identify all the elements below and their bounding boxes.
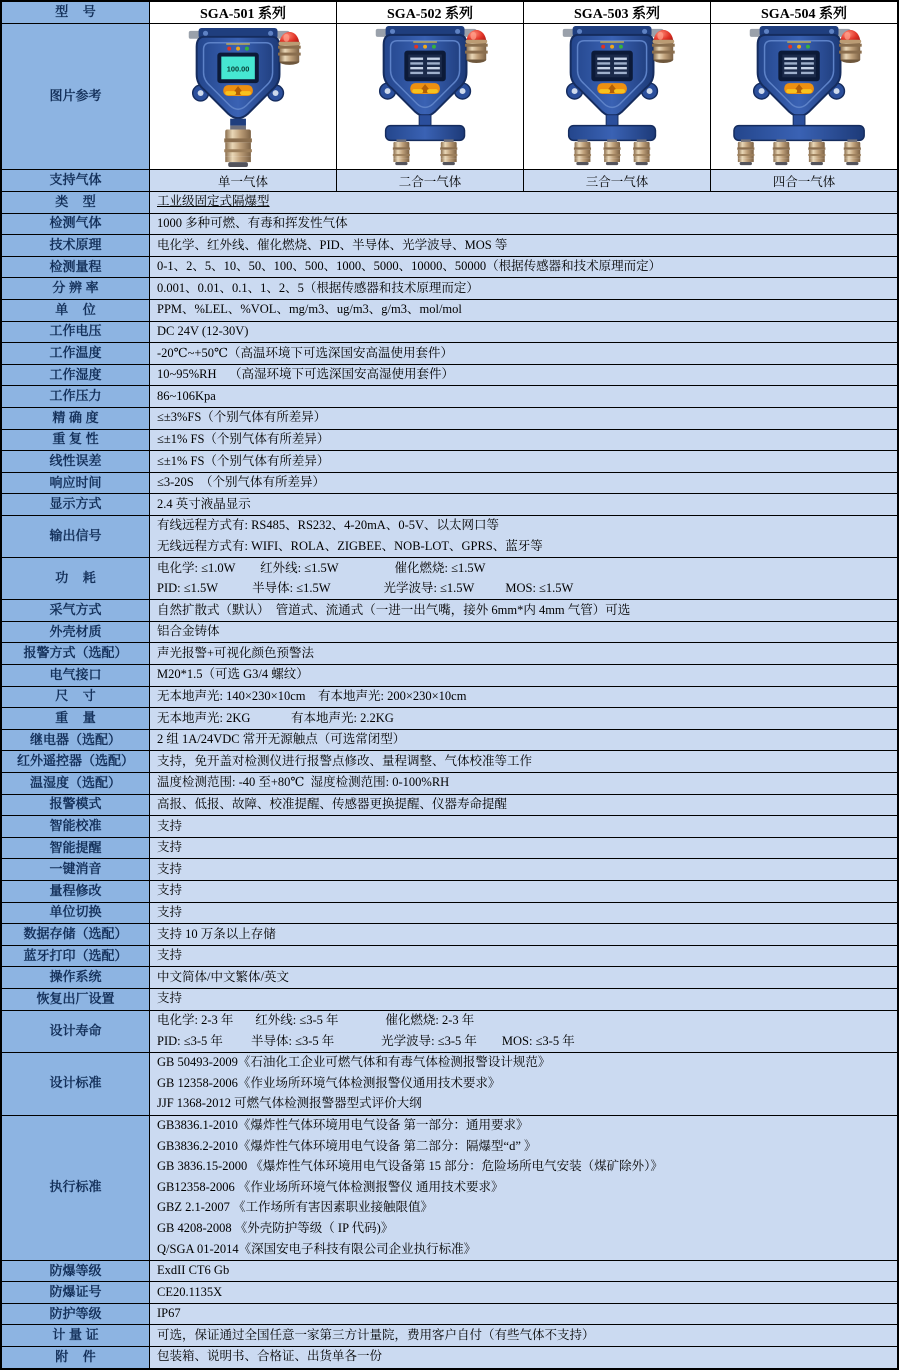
spec-label: 分 辨 率 xyxy=(2,278,150,299)
spec-value xyxy=(150,300,897,321)
spec-value xyxy=(150,278,897,299)
spec-row xyxy=(2,989,897,1011)
spec-row xyxy=(2,343,897,365)
spec-row xyxy=(2,1261,897,1283)
spec-row xyxy=(2,795,897,817)
spec-value xyxy=(150,235,897,256)
spec-value-line: 支持，免开盖对检测仪进行报警点修改、量程调整、气体校准等工作 xyxy=(157,753,533,768)
spec-value xyxy=(150,386,897,407)
spec-row xyxy=(2,494,897,516)
spec-row xyxy=(2,257,897,279)
gas-cell-single: 单一气体 xyxy=(150,170,337,191)
spec-value-line: 温度检测范围: -40 至+80℃ 湿度检测范围: 0-100%RH xyxy=(157,775,450,790)
spec-value-line: GB 12358-2006《作业场所环境气体检测报警仪通用技术要求》 xyxy=(157,1075,501,1090)
spec-row xyxy=(2,967,897,989)
spec-value-line: PPM、%LEL、%VOL、mg/m3、ug/m3、g/m3、mol/mol xyxy=(157,302,462,317)
spec-label: 工作压力 xyxy=(2,386,150,407)
spec-label: 技术原理 xyxy=(2,235,150,256)
model-header-sga-504: SGA-504 系列 xyxy=(711,2,897,23)
spec-label: 智能校准 xyxy=(2,816,150,837)
table-header-row xyxy=(2,2,897,24)
spec-value-line: ≤±1% FS（个别气体有所差异） xyxy=(157,431,330,446)
spec-value-line: 电化学、红外线、催化燃烧、PID、半导体、光学波导、MOS 等 xyxy=(157,237,508,252)
gas-cell-3in1: 三合一气体 xyxy=(524,170,711,191)
spec-row xyxy=(2,1347,897,1368)
header-label-model: 型 号 xyxy=(2,2,150,23)
spec-row xyxy=(2,600,897,622)
spec-value xyxy=(150,558,897,599)
spec-label: 精 确 度 xyxy=(2,408,150,429)
spec-label: 恢复出厂设置 xyxy=(2,989,150,1010)
product-cell-sga-503 xyxy=(524,24,711,169)
spec-label: 检测气体 xyxy=(2,214,150,235)
spec-value-line: ≤3-20S （个别气体有所差异） xyxy=(157,475,325,490)
gas-row-label: 支持气体 xyxy=(2,170,150,191)
spec-value xyxy=(150,622,897,643)
spec-label: 线性误差 xyxy=(2,451,150,472)
spec-label: 量程修改 xyxy=(2,881,150,902)
spec-label: 类 型 xyxy=(2,192,150,213)
spec-label: 输出信号 xyxy=(2,516,150,557)
spec-label: 尺 寸 xyxy=(2,687,150,708)
spec-value-line: Q/SGA 01-2014《深国安电子科技有限公司企业执行标准》 xyxy=(157,1241,477,1256)
gas-cell-4in1: 四合一气体 xyxy=(711,170,897,191)
spec-value xyxy=(150,643,897,664)
spec-value-line: IP67 xyxy=(157,1306,181,1321)
device-image-sga-503 xyxy=(524,24,710,168)
spec-label: 检测量程 xyxy=(2,257,150,278)
spec-value-line: 支持 xyxy=(157,818,183,833)
spec-value-line: 高报、低报、故障、校准提醒、传感器更换提醒、仪器寿命提醒 xyxy=(157,797,508,812)
spec-label: 单位切换 xyxy=(2,903,150,924)
spec-row xyxy=(2,1053,897,1116)
spec-value xyxy=(150,192,897,213)
spec-value xyxy=(150,516,897,557)
spec-value xyxy=(150,257,897,278)
spec-label: 操作系统 xyxy=(2,967,150,988)
spec-value xyxy=(150,1282,897,1303)
spec-value-line: DC 24V (12-30V) xyxy=(157,323,249,338)
spec-row xyxy=(2,192,897,214)
spec-value xyxy=(150,859,897,880)
supported-gas-row xyxy=(2,170,897,192)
spec-row xyxy=(2,1116,897,1261)
spec-row xyxy=(2,278,897,300)
spec-value-line: 自然扩散式（默认） 管道式、流通式（一进一出气嘴，接外 6mm*内 4mm 气管）可选 xyxy=(157,602,631,617)
spec-value xyxy=(150,773,897,794)
spec-row xyxy=(2,1325,897,1347)
spec-value xyxy=(150,1304,897,1325)
spec-value xyxy=(150,494,897,515)
spec-value xyxy=(150,1261,897,1282)
spec-value-line: JJF 1368-2012 可燃气体检测报警器型式评价大纲 xyxy=(157,1096,422,1111)
device-screen-reading: 100.00 xyxy=(226,64,250,74)
spec-value-line: 声光报警+可视化颜色预警法 xyxy=(157,645,315,660)
spec-value-line: ≤±3%FS（个别气体有所差异） xyxy=(157,410,327,425)
spec-row xyxy=(2,451,897,473)
spec-value-line: 无本地声光: 140×230×10cm 有本地声光: 200×230×10cm xyxy=(157,689,467,704)
spec-value-line: 2.4 英寸液晶显示 xyxy=(157,496,251,511)
spec-value xyxy=(150,600,897,621)
spec-label: 红外遥控器（选配） xyxy=(2,751,150,772)
spec-row xyxy=(2,1282,897,1304)
spec-value xyxy=(150,430,897,451)
spec-label: 工作湿度 xyxy=(2,365,150,386)
spec-row xyxy=(2,924,897,946)
device-image-sga-502 xyxy=(337,24,523,168)
model-header-sga-503: SGA-503 系列 xyxy=(524,2,711,23)
spec-value-line: 无本地声光: 2KG 有本地声光: 2.2KG xyxy=(157,710,394,725)
spec-row xyxy=(2,473,897,495)
spec-label: 计 量 证 xyxy=(2,1325,150,1346)
spec-row xyxy=(2,365,897,387)
spec-value-line: 可选，保证通过全国任意一家第三方计量院，费用客户自付（有些气体不支持） xyxy=(157,1327,595,1342)
spec-value-line: M20*1.5（可选 G3/4 螺纹） xyxy=(157,667,309,682)
spec-row xyxy=(2,838,897,860)
spec-value-line: GB12358-2006 《作业场所环境气体检测报警仪 通用技术要求》 xyxy=(157,1179,504,1194)
spec-value-line: 2 组 1A/24VDC 常开无源触点（可选常闭型） xyxy=(157,732,406,747)
image-reference-row xyxy=(2,24,897,170)
spec-value-line: 包装箱、说明书、合格证、出货单各一份 xyxy=(157,1349,383,1364)
spec-rows xyxy=(2,192,897,1368)
spec-value xyxy=(150,1053,897,1115)
spec-row xyxy=(2,408,897,430)
spec-row xyxy=(2,430,897,452)
spec-value-line: 86~106Kpa xyxy=(157,388,216,403)
spec-value xyxy=(150,1116,897,1260)
spec-value xyxy=(150,795,897,816)
spec-row xyxy=(2,859,897,881)
spec-value-line: GB 3836.15-2000 《爆炸性气体环境用电气设备第 15 部分：危险场所电气安装（煤矿除外）》 xyxy=(157,1159,663,1174)
spec-row xyxy=(2,235,897,257)
spec-row xyxy=(2,1011,897,1053)
spec-row xyxy=(2,816,897,838)
spec-value xyxy=(150,1325,897,1346)
spec-value-line: ExdII CT6 Gb xyxy=(157,1263,230,1278)
spec-label: 采气方式 xyxy=(2,600,150,621)
spec-row xyxy=(2,730,897,752)
spec-label: 重 复 性 xyxy=(2,430,150,451)
spec-value-line: 工业级固定式隔爆型 xyxy=(157,194,270,209)
spec-row xyxy=(2,665,897,687)
spec-row xyxy=(2,300,897,322)
spec-label: 工作电压 xyxy=(2,322,150,343)
spec-value xyxy=(150,473,897,494)
spec-label: 数据存储（选配） xyxy=(2,924,150,945)
device-image-sga-504 xyxy=(711,24,897,168)
spec-row xyxy=(2,643,897,665)
model-header-sga-501: SGA-501 系列 xyxy=(150,2,337,23)
spec-value-line: GB 50493-2009《石油化工企业可燃气体和有毒气体检测报警设计规范》 xyxy=(157,1055,551,1070)
spec-value xyxy=(150,946,897,967)
spec-label: 工作温度 xyxy=(2,343,150,364)
spec-label: 报警模式 xyxy=(2,795,150,816)
spec-value-line: -20℃~+50℃（高温环境下可选深国安高温使用套件） xyxy=(157,345,453,360)
spec-value-line: 支持 10 万条以上存储 xyxy=(157,926,276,941)
spec-row xyxy=(2,322,897,344)
spec-value-line: PID: ≤1.5W 半导体: ≤1.5W 光学波导: ≤1.5W MOS: ≤1.5W xyxy=(157,581,574,596)
spec-value xyxy=(150,322,897,343)
spec-value xyxy=(150,451,897,472)
spec-value-line: 支持 xyxy=(157,883,183,898)
product-cell-sga-502 xyxy=(337,24,524,169)
spec-label: 设计标准 xyxy=(2,1053,150,1115)
spec-value xyxy=(150,1011,897,1052)
spec-value-line: 1000 多种可燃、有毒和挥发性气体 xyxy=(157,216,348,231)
spec-row xyxy=(2,881,897,903)
spec-value-line: 支持 xyxy=(157,905,183,920)
spec-label: 执行标准 xyxy=(2,1116,150,1260)
spec-label: 报警方式（选配） xyxy=(2,643,150,664)
spec-label: 继电器（选配） xyxy=(2,730,150,751)
spec-value xyxy=(150,924,897,945)
spec-row xyxy=(2,214,897,236)
spec-value xyxy=(150,408,897,429)
spec-value xyxy=(150,751,897,772)
spec-value xyxy=(150,687,897,708)
spec-value-line: 铝合金铸体 xyxy=(157,624,220,639)
spec-value xyxy=(150,816,897,837)
spec-label: 蓝牙打印（选配） xyxy=(2,946,150,967)
spec-value-line: GB3836.2-2010《爆炸性气体环境用电气设备 第二部分：隔爆型“d” 》 xyxy=(157,1138,537,1153)
spec-row xyxy=(2,558,897,600)
spec-label: 设计寿命 xyxy=(2,1011,150,1052)
spec-value-line: PID: ≤3-5 年 半导体: ≤3-5 年 光学波导: ≤3-5 年 MOS: ≤3-5 年 xyxy=(157,1033,575,1048)
spec-value-line: CE20.1135X xyxy=(157,1284,223,1299)
spec-value xyxy=(150,214,897,235)
spec-value-line: 有线远程方式有: RS485、RS232、4-20mA、0-5V、以太网口等 xyxy=(157,518,500,533)
spec-value xyxy=(150,967,897,988)
gas-cell-2in1: 二合一气体 xyxy=(337,170,524,191)
spec-value xyxy=(150,881,897,902)
device-image-sga-501 xyxy=(150,24,336,168)
spec-value-line: GB 4208-2008 《外壳防护等级（ IP 代码)》 xyxy=(157,1220,394,1235)
spec-label: 防爆等级 xyxy=(2,1261,150,1282)
spec-row xyxy=(2,1304,897,1326)
spec-value-line: 0.001、0.01、0.1、1、2、5（根据传感器和技术原理而定） xyxy=(157,280,479,295)
spec-row xyxy=(2,773,897,795)
spec-value xyxy=(150,730,897,751)
spec-label: 防爆证号 xyxy=(2,1282,150,1303)
spec-value xyxy=(150,665,897,686)
spec-label: 智能提醒 xyxy=(2,838,150,859)
spec-row xyxy=(2,946,897,968)
spec-row xyxy=(2,751,897,773)
spec-value-line: GBZ 2.1-2007 《工作场所有害因素职业接触限值》 xyxy=(157,1200,434,1215)
spec-label: 功 耗 xyxy=(2,558,150,599)
spec-value-line: 0-1、2、5、10、50、100、500、1000、5000、10000、50000（根据传感器和技术原理而定） xyxy=(157,259,662,274)
spec-value xyxy=(150,1347,897,1368)
spec-label: 重 量 xyxy=(2,708,150,729)
spec-value xyxy=(150,343,897,364)
spec-label: 显示方式 xyxy=(2,494,150,515)
product-cell-sga-504 xyxy=(711,24,897,169)
spec-row xyxy=(2,386,897,408)
product-cell-sga-501 xyxy=(150,24,337,169)
spec-value xyxy=(150,838,897,859)
spec-value xyxy=(150,365,897,386)
spec-label: 温湿度（选配） xyxy=(2,773,150,794)
spec-row xyxy=(2,516,897,558)
spec-label: 外壳材质 xyxy=(2,622,150,643)
spec-value-line: 支持 xyxy=(157,861,183,876)
spec-value-line: 支持 xyxy=(157,991,183,1006)
spec-label: 电气接口 xyxy=(2,665,150,686)
spec-value-line: 电化学: ≤1.0W 红外线: ≤1.5W 催化燃烧: ≤1.5W xyxy=(157,560,486,575)
spec-label: 防护等级 xyxy=(2,1304,150,1325)
spec-label: 一键消音 xyxy=(2,859,150,880)
spec-label: 附 件 xyxy=(2,1347,150,1368)
model-header-sga-502: SGA-502 系列 xyxy=(337,2,524,23)
spec-value xyxy=(150,903,897,924)
spec-value-line: 10~95%RH （高湿环境下可选深国安高湿使用套件） xyxy=(157,367,455,382)
spec-value-line: 无线远程方式有: WIFI、ROLA、ZIGBEE、NOB-LOT、GPRS、蓝牙等 xyxy=(157,538,543,553)
spec-value xyxy=(150,989,897,1010)
spec-row xyxy=(2,708,897,730)
spec-value-line: 电化学: 2-3 年 红外线: ≤3-5 年 催化燃烧: 2-3 年 xyxy=(157,1012,475,1027)
spec-value-line: 支持 xyxy=(157,948,183,963)
spec-row xyxy=(2,622,897,644)
spec-row xyxy=(2,903,897,925)
spec-label: 单 位 xyxy=(2,300,150,321)
spec-value-line: 中文简体/中文繁体/英文 xyxy=(157,969,289,984)
spec-value xyxy=(150,708,897,729)
spec-value-line: 支持 xyxy=(157,840,183,855)
image-row-label: 图片参考 xyxy=(2,24,150,169)
spec-row xyxy=(2,687,897,709)
spec-value-line: ≤±1% FS（个别气体有所差异） xyxy=(157,453,330,468)
spec-label: 响应时间 xyxy=(2,473,150,494)
spec-value-line: GB3836.1-2010《爆炸性气体环境用电气设备 第一部分：通用要求》 xyxy=(157,1117,529,1132)
